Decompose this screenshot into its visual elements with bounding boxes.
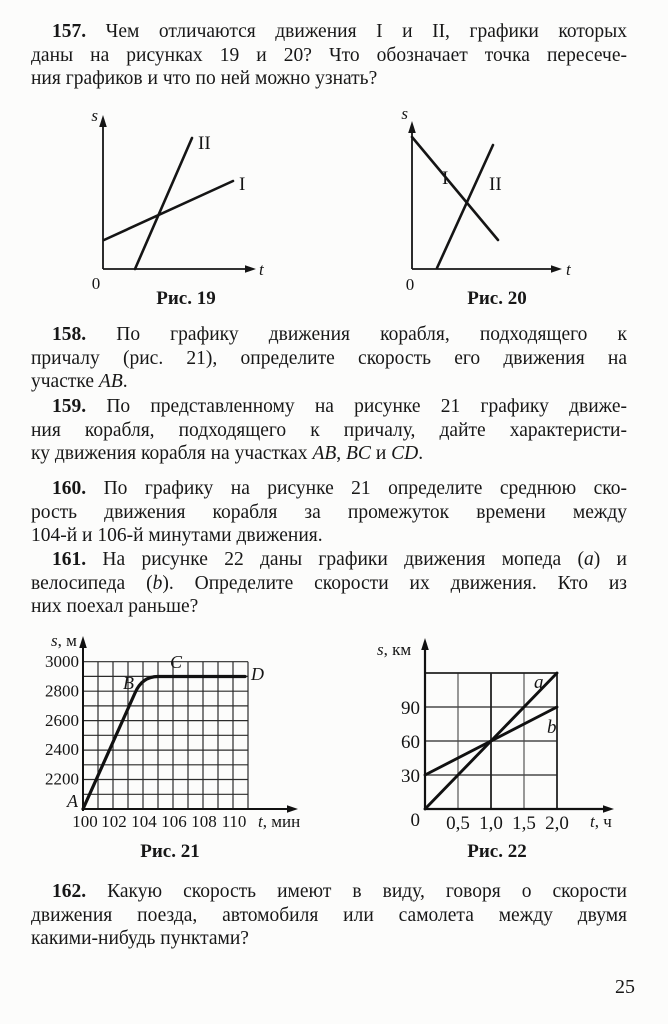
text-segment: Какую скорость имеют в виду, говоря о скорости — [86, 881, 627, 902]
text-line — [31, 323, 627, 347]
text-line — [31, 501, 627, 525]
fig21-grid — [83, 662, 248, 809]
figure-19-graph — [55, 105, 355, 305]
text-segment: . — [122, 371, 128, 392]
problem-number: 159. — [52, 396, 87, 417]
text-segment: даны на рисунках 19 и 20? Что обозначает точка пересече- — [31, 44, 627, 66]
problem-162 — [31, 880, 627, 951]
text-segment: . — [418, 443, 424, 464]
fig19-curve-label-I: I — [239, 174, 246, 195]
fig20-curve-label-I: I — [442, 168, 449, 189]
fig21-ship-curve — [83, 677, 245, 810]
text-segment: По графику движения корабля, подходящего к — [86, 324, 627, 345]
fig21-xtick-108: 108 — [191, 812, 217, 831]
text-segment: ку движения корабля на участках — [31, 443, 313, 464]
problem-160 — [31, 477, 627, 548]
fig21-caption: Рис. 21 — [140, 841, 200, 862]
text-line — [31, 904, 627, 928]
fig20-axes — [412, 129, 555, 269]
problem-number: 161. — [52, 549, 87, 570]
page-number: 25 — [615, 976, 635, 998]
fig21-point-label-C: C — [169, 652, 183, 672]
fig21-point-label-A: A — [67, 791, 78, 811]
fig21-y-arrow — [79, 636, 87, 648]
text-segment: ) и — [593, 549, 627, 570]
text-line — [31, 20, 627, 44]
fig20-line-II — [437, 145, 493, 268]
fig19-x-arrow — [245, 265, 256, 272]
text-segment: BC — [346, 443, 371, 464]
text-segment: них поехал раньше? — [31, 596, 199, 617]
fig21-ytick-2600: 2600 — [45, 710, 79, 730]
problem-157 — [31, 20, 627, 91]
text-segment: ния графиков и что по ней можно узнать? — [31, 68, 378, 89]
text-line — [31, 595, 627, 619]
fig19-curve-label-II: II — [198, 133, 211, 154]
text-line — [31, 347, 627, 371]
fig22-origin-label: 0 — [410, 810, 420, 831]
text-line — [31, 67, 627, 91]
figure-20-graph — [385, 105, 665, 305]
fig22-ytick-90: 90 — [401, 698, 420, 719]
text-segment: , — [336, 443, 347, 464]
text-line — [31, 395, 627, 419]
text-segment: AB — [98, 371, 123, 392]
problem-161 — [31, 548, 627, 619]
text-line — [31, 572, 627, 596]
problem-number: 158. — [52, 324, 87, 345]
problem-number: 160. — [52, 478, 87, 499]
text-line — [31, 548, 627, 572]
text-line — [31, 927, 627, 951]
fig20-x-axis-label: t — [566, 260, 571, 279]
fig22-xtick-15: 1,5 — [512, 813, 536, 834]
fig19-y-arrow — [99, 115, 107, 127]
fig20-line-I — [412, 137, 498, 240]
fig22-x-axis-label: t, ч — [590, 812, 612, 831]
fig19-y-axis-label: s — [91, 106, 98, 125]
fig21-xtick-100: 100 — [72, 812, 98, 831]
fig21-ytick-2400: 2400 — [45, 740, 79, 760]
fig21-ytick-2200: 2200 — [45, 769, 79, 789]
text-segment: участке — [31, 371, 99, 392]
problem-159 — [31, 395, 627, 466]
fig22-y-arrow — [421, 638, 429, 650]
text-segment: 104-й и 106-й минутами движения. — [31, 525, 323, 546]
fig22-curve-label-b: b — [547, 717, 557, 738]
fig22-xtick-10: 1,0 — [479, 813, 503, 834]
problem-number: 162. — [52, 881, 87, 902]
text-segment: ). Определите скорости их движения. Кто из — [162, 572, 627, 594]
text-segment: ния корабля, подходящего к причалу, дайте характеристи- — [31, 419, 627, 441]
fig20-lines — [412, 137, 498, 268]
text-segment: По графику на рисунке 21 определите среднюю ско- — [86, 478, 627, 499]
fig20-curve-label-II: II — [489, 174, 502, 195]
fig20-x-arrow — [551, 265, 562, 272]
text-line — [31, 44, 627, 68]
fig20-y-arrow — [408, 121, 416, 133]
text-segment: рость движения корабля за промежуток времени между — [31, 501, 627, 523]
text-segment: Чем отличаются движения I и II, графики которых — [86, 21, 627, 42]
fig21-xtick-104: 104 — [131, 812, 157, 831]
text-segment: причалу (рис. 21), определите скорость его движения на — [31, 347, 627, 369]
text-line — [31, 880, 627, 904]
text-segment: По представленному на рисунке 21 графику движе- — [86, 396, 627, 417]
fig21-point-label-D: D — [251, 664, 264, 684]
text-segment: b — [152, 572, 163, 594]
figure-21-graph — [40, 630, 350, 845]
fig21-xtick-110: 110 — [221, 812, 247, 831]
fig21-point-label-B: B — [123, 673, 134, 693]
text-line — [31, 477, 627, 501]
fig21-xtick-102: 102 — [101, 812, 127, 831]
text-segment: и — [370, 443, 392, 464]
fig21-x-axis-label: t, мин — [258, 812, 301, 831]
fig21-ytick-3000: 3000 — [45, 652, 79, 671]
fig19-x-axis-label: t — [259, 260, 264, 279]
text-line — [31, 442, 627, 466]
fig22-curve-label-a: a — [534, 672, 544, 693]
problem-158 — [31, 323, 627, 394]
fig21-ytick-2800: 2800 — [45, 681, 79, 701]
fig20-caption: Рис. 20 — [467, 288, 527, 309]
text-line — [31, 524, 627, 548]
fig19-caption: Рис. 19 — [156, 288, 216, 309]
text-segment: На рисунке 22 даны графики движения мопеда ( — [86, 549, 584, 570]
fig22-xtick-05: 0,5 — [446, 813, 470, 834]
text-segment: a — [584, 549, 594, 570]
fig22-caption: Рис. 22 — [467, 841, 527, 862]
fig21-y-axis-label: s, м — [51, 631, 77, 650]
text-line — [31, 419, 627, 443]
text-segment: какими-нибудь пунктами? — [31, 928, 249, 949]
fig22-ytick-60: 60 — [401, 732, 420, 753]
fig19-axes — [103, 123, 249, 269]
fig22-y-axis-label: s, км — [377, 640, 412, 659]
figure-22-graph — [360, 630, 660, 845]
fig19-origin-label: 0 — [91, 274, 101, 293]
problem-number: 157. — [52, 21, 87, 42]
fig20-origin-label: 0 — [405, 275, 415, 294]
text-segment: CD — [391, 443, 419, 464]
text-line — [31, 370, 627, 394]
fig22-xtick-20: 2,0 — [545, 813, 569, 834]
fig21-xtick-106: 106 — [161, 812, 187, 831]
text-segment: велосипеда ( — [31, 572, 153, 594]
text-segment: движения поезда, автомобиля или самолета между двумя — [31, 904, 627, 926]
fig19-lines — [104, 138, 233, 269]
text-segment: AB — [312, 443, 337, 464]
fig20-y-axis-label: s — [401, 105, 408, 123]
fig22-ytick-30: 30 — [401, 766, 420, 787]
